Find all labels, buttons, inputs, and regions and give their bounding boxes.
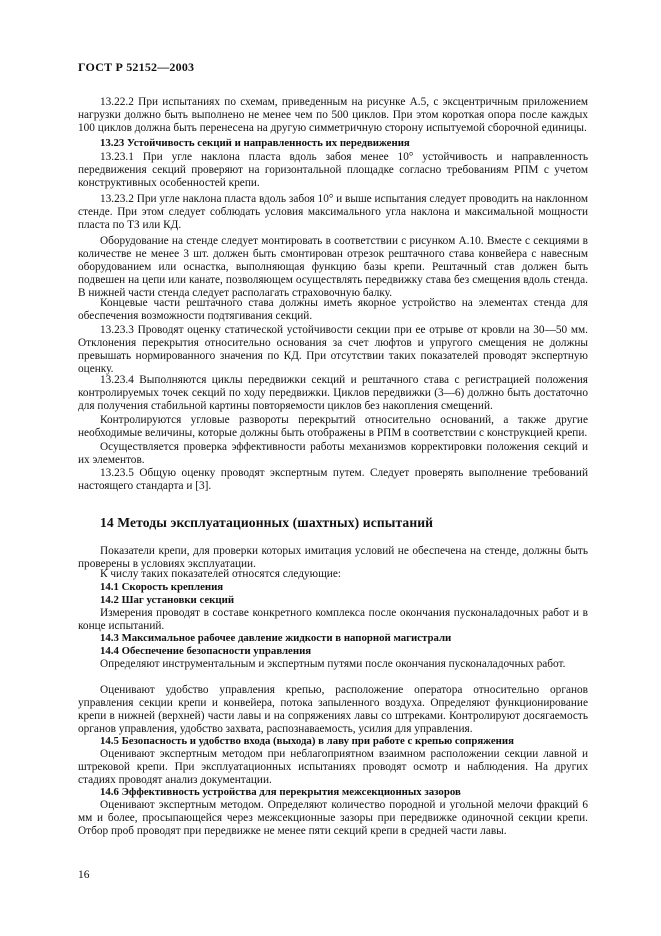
paragraph-13-23-5: 13.23.5 Общую оценку проводят экспертным путем. Следует проверять выполнение требований настоящего стандарта и [3]. <box>78 467 588 492</box>
paragraph-14-5-text: Оценивают экспертным методом при неблагоприятном взаимном расположении секции лавной и штрековой крепи. При эксплуатационных испытаниях проводят осмотр и наблюдения. На других стадиях проводят анализ документации. <box>78 748 588 786</box>
paragraph-list-intro: К числу таких показателей относятся следующие: <box>100 568 341 580</box>
paragraph-13-22-2: 13.22.2 При испытаниях по схемам, приведенным на рисунке А.5, с эксцентричным приложением нагрузки должно быть выполнено не менее чем по 500 циклов. При этом короткая опора после каждых 100 циклов должна быть перенесена на другую симметричную сторону испытуемой сборочной единицы. <box>78 96 588 134</box>
paragraph-indicators: Показатели крепи, для проверки которых имитация условий не обеспечена на стенде, должны быть проверены в условиях эксплуатации. <box>78 545 588 570</box>
paragraph-13-23-1: 13.23.1 При угле наклона пласта вдоль забоя менее 10° устойчивость и направленность передвижения секций проверяют на горизонтальной площадке согласно требованиям РПМ с учетом конструктивных особенностей крепи. <box>78 151 588 189</box>
paragraph-14-4-text: Определяют инструментальным и экспертным путями после окончания пусконаладочных работ. <box>100 658 566 670</box>
page-number: 16 <box>78 869 90 881</box>
heading-14-6: 14.6 Эффективность устройства для перекрытия межсекционных зазоров <box>100 786 461 798</box>
paragraph-13-23-2: 13.23.2 При угле наклона пласта вдоль забоя 10° и выше испытания следует проводить на наклонном стенде. При этом следует соблюдать условия максимального угла наклона и максимальной мощности пласта по ТЗ или КД. <box>78 193 588 231</box>
heading-14-5: 14.5 Безопасность и удобство входа (выхода) в лаву при работе с крепью сопряжения <box>100 735 514 747</box>
heading-14-4: 14.4 Обеспечение безопасности управления <box>100 645 312 657</box>
paragraph-correction-check: Осуществляется проверка эффективности работы механизмов корректировки положения секций и их элементов. <box>78 441 588 466</box>
paragraph-13-23-4: 13.23.4 Выполняются циклы передвижки секций и рештачного става с регистрацией положения контролируемых точек секций по ходу передвижки. Циклов передвижки (3—6) должно быть достаточно для получения стабильной картины повторяемости циклов без накопления смещений. <box>78 374 588 412</box>
heading-14-2: 14.2 Шаг установки секций <box>100 594 235 606</box>
document-header: ГОСТ Р 52152—2003 <box>78 60 195 74</box>
paragraph-14-2-text: Измерения проводят в составе конкретного комплекса после окончания пусконаладочных работ и в конце испытаний. <box>78 607 588 632</box>
paragraph-14-6-text: Оценивают экспертным методом. Определяют количество породной и угольной мелочи фракций 6 мм и более, просыпающейся через межсекционные зазоры при передвижке одиночной секции крепи. Отбор проб проводят при передвижке не менее пяти секций крепи в средней части лавы. <box>78 799 588 837</box>
heading-14-3: 14.3 Максимальное рабочее давление жидкости в напорной магистрали <box>100 632 452 644</box>
paragraph-equipment: Оборудование на стенде следует монтировать в соответствии с рисунком А.10. Вместе с секциями в количестве не менее 3 шт. должен быть смонтирован отрезок рештачного става конвейера с навесным оборудованием или оснастка, выполняющая функцию базы крепи. Рештачный став должен быть подвешен на цепи или канате, позволяющем осуществлять передвижку става без смещения вдоль стенда. В нижней части стенда следует располагать страховочную балку. <box>78 235 588 299</box>
heading-13-23: 13.23 Устойчивость секций и направленность их передвижения <box>100 137 410 149</box>
paragraph-angular-turns: Контролируются угловые развороты перекрытий относительно оснований, а также другие необходимые величины, которые должны быть отображены в РПМ в соответствии с конструкцией крепи. <box>78 414 588 439</box>
paragraph-end-parts: Концевые части рештачного става должны иметь якорное устройство на элементах стенда для обеспечения возможности подтягивания секций. <box>78 297 588 322</box>
section-14-title: 14 Методы эксплуатационных (шахтных) испытаний <box>100 515 434 530</box>
paragraph-13-23-3: 13.23.3 Проводят оценку статической устойчивости секции при ее отрыве от кровли на 30—50 мм. Отклонения перекрытия относительно основания за счет люфтов и упругого смещения не должны превышать нормированного значения по КД. При отсутствии таких показателей проводят экспертную оценку. <box>78 324 588 375</box>
heading-14-1: 14.1 Скорость крепления <box>100 581 224 593</box>
paragraph-14-4-details: Оценивают удобство управления крепью, расположение оператора относительно органов управления секции крепи и конвейера, потока запыленного воздуха. Определяют функционирование крепи в нижней (верхней) части лавы и на сопряжениях лавы со штреками. Контролируют досягаемость органов управления, удобство захвата, распознаваемость, усилия для управления. <box>78 684 588 735</box>
